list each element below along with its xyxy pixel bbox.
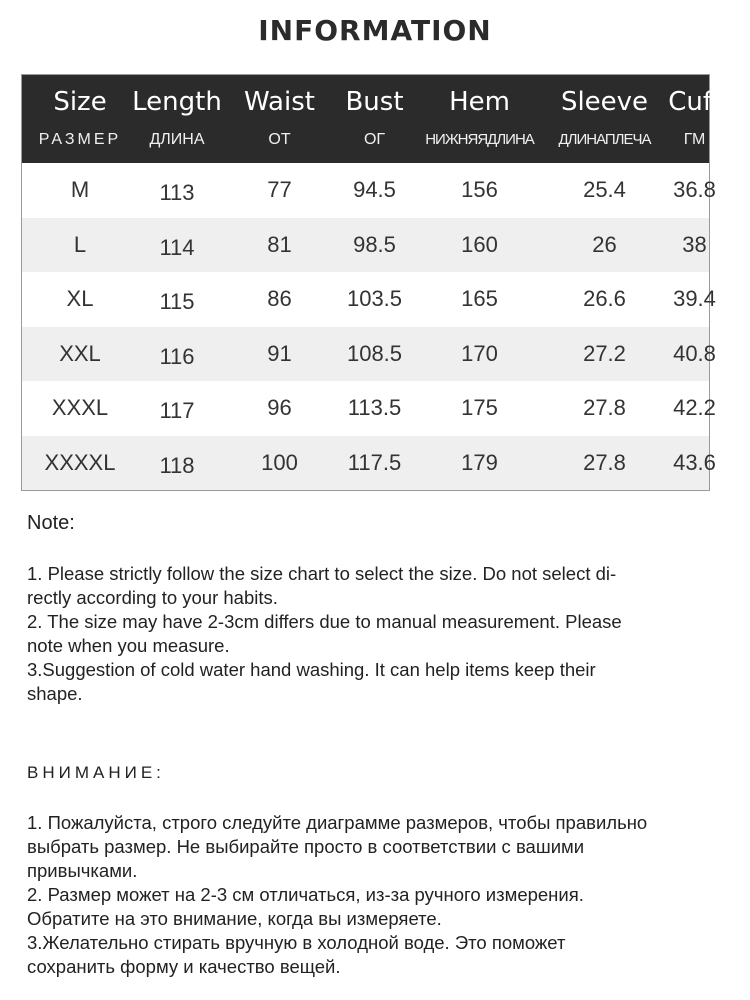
table-cell-size: XL	[66, 286, 94, 311]
header-waist-en: Waist	[244, 87, 315, 117]
header-cuff-ru: ГМ	[683, 131, 706, 148]
table-cell-cuff: 36.8	[673, 177, 716, 202]
table-cell-length: 114	[159, 234, 195, 260]
header-sleeve-en: Sleeve	[560, 87, 649, 117]
table-cell-size: XXXXL	[44, 449, 116, 475]
table-cell-size: L	[73, 231, 87, 257]
table-cell-sleeve: 27.8	[583, 395, 626, 420]
table-cell-bust: 113.5	[347, 395, 402, 420]
table-header	[22, 75, 721, 163]
table-cell-hem: 179	[461, 449, 498, 475]
note-ru-text	[27, 811, 727, 979]
header-length	[122, 75, 232, 163]
table-cell-cuff: 39.4	[673, 286, 716, 311]
table-cell-length: 118	[159, 452, 195, 478]
header-bust-ru: ОГ	[363, 131, 386, 148]
table-cell-length: 113	[159, 180, 195, 205]
table-cell-size: XXL	[59, 340, 101, 366]
header-cuff	[657, 75, 732, 163]
table-cell-bust: 108.5	[346, 340, 403, 366]
table-cell-sleeve: 26.6	[583, 286, 626, 311]
header-bust-en: Bust	[345, 87, 404, 117]
table-cell-waist: 91	[267, 340, 292, 366]
table-cell-cuff: 40.8	[673, 340, 716, 366]
size-chart-table	[21, 74, 721, 491]
note-heading: Note:	[27, 512, 75, 534]
table-cell-hem: 170	[461, 340, 498, 366]
note-ru-line: Обратите на это внимание, когда вы измеряете.	[27, 908, 442, 929]
table-cell-bust: 117.5	[347, 449, 402, 475]
table-cell-waist: 100	[261, 449, 298, 475]
header-size-en: Size	[53, 87, 107, 117]
note-ru-heading: ВНИМАНИЕ:	[27, 763, 165, 782]
table-cell-bust: 98.5	[353, 231, 396, 257]
table-cell-cuff: 42.2	[673, 395, 716, 420]
table-row	[22, 381, 716, 436]
table-cell-hem: 165	[461, 286, 498, 311]
table-cell-hem: 175	[461, 395, 498, 420]
table-cell-cuff: 38	[682, 231, 707, 257]
note-line: rectly according to your habits.	[27, 587, 278, 608]
header-hem-ru: НИЖНЯЯДЛИНА	[425, 131, 534, 148]
table-cell-size: M	[70, 177, 90, 202]
table-cell-cuff: 43.6	[673, 449, 716, 475]
note-line: 3.Suggestion of cold water hand washing. It can help items keep their	[27, 659, 596, 680]
table-row	[22, 436, 716, 491]
note-ru-line: 1. Пожалуйста, строго следуйте диаграмме размеров, чтобы правильно	[27, 812, 648, 833]
header-size	[22, 75, 138, 163]
table-cell-length: 116	[159, 343, 195, 369]
note-line: note when you measure.	[27, 635, 230, 656]
table-row	[22, 218, 709, 273]
table-cell-waist: 96	[267, 395, 292, 420]
header-sleeve-ru: ДЛИНАПЛЕЧА	[558, 131, 651, 148]
table-cell-sleeve: 27.8	[583, 449, 626, 475]
table-row	[22, 272, 716, 327]
table-cell-length: 115	[159, 289, 195, 314]
table-cell-sleeve: 26	[592, 231, 617, 257]
note-ru-line: привычками.	[27, 860, 138, 881]
note-text	[27, 562, 727, 706]
note-ru-line: 2. Размер может на 2-3 см отличаться, из-за ручного измерения.	[27, 884, 584, 905]
header-cuff-en: Cuff	[668, 87, 721, 117]
header-hem	[417, 75, 542, 163]
table-row	[22, 327, 716, 382]
header-bust	[327, 75, 422, 163]
header-size-ru: РАЗМЕР	[38, 131, 122, 148]
header-sleeve	[542, 75, 667, 163]
page-title: INFORMATION	[258, 14, 492, 47]
note-line: 2. The size may have 2-3cm differs due to manual measurement. Please	[27, 611, 622, 632]
table-cell-waist: 81	[267, 231, 292, 257]
header-length-ru: ДЛИНА	[149, 131, 205, 148]
header-waist	[232, 75, 327, 163]
table-row	[22, 163, 716, 218]
header-hem-en: Hem	[449, 87, 510, 117]
note-line: 1. Please strictly follow the size chart to select the size. Do not select di-	[27, 563, 617, 584]
header-waist-ru: ОТ	[268, 131, 291, 148]
note-ru-line: 3.Желательно стирать вручную в холодной воде. Это поможет	[27, 932, 566, 953]
table-cell-length: 117	[159, 398, 195, 423]
note-ru-line: сохранить форму и качество вещей.	[27, 956, 341, 977]
table-cell-bust: 103.5	[346, 286, 403, 311]
table-cell-waist: 86	[267, 286, 292, 311]
table-cell-bust: 94.5	[353, 177, 396, 202]
table-cell-sleeve: 25.4	[583, 177, 626, 202]
header-length-en: Length	[132, 87, 222, 117]
note-line: shape.	[27, 683, 83, 704]
table-cell-hem: 160	[461, 231, 498, 257]
table-cell-sleeve: 27.2	[583, 340, 626, 366]
table-cell-size: XXXL	[51, 395, 109, 420]
table-cell-waist: 77	[267, 177, 292, 202]
table-cell-hem: 156	[461, 177, 498, 202]
note-ru-line: выбрать размер. Не выбирайте просто в соответствии с вашими	[27, 836, 585, 857]
